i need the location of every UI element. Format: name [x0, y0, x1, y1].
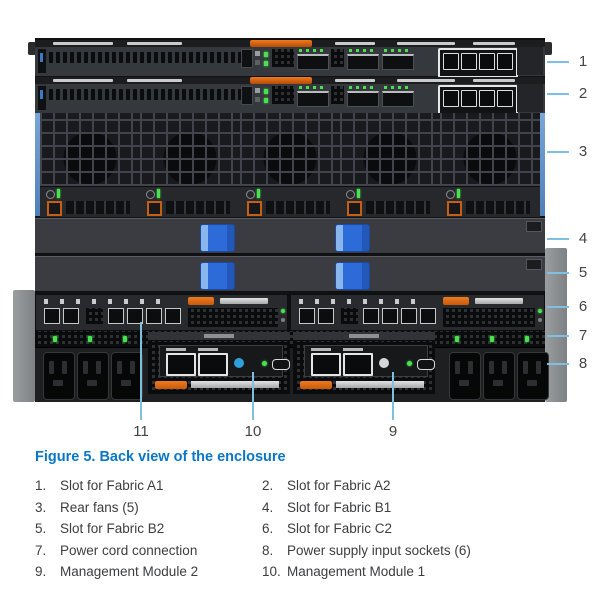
- qsfp-port-icon: [146, 308, 162, 324]
- callout-number: 9: [388, 423, 398, 440]
- qsfp-port-icon: [297, 54, 329, 70]
- legend-list: [35, 475, 580, 583]
- fabric-c-row: [35, 294, 545, 331]
- rj45-port-icon: [198, 353, 228, 376]
- management-module-1: [148, 332, 290, 394]
- fan-grille-icon: [440, 113, 540, 186]
- enclosure-illustration: [35, 38, 545, 402]
- legend-item-number: 5.: [35, 521, 47, 537]
- vent-dashes: [49, 89, 245, 100]
- rj45-port-block: [438, 48, 518, 78]
- callout-line: [547, 335, 569, 337]
- legend-item-label: Slot for Fabric A2: [287, 478, 391, 493]
- qsfp-port-icon: [347, 91, 379, 107]
- callout-number: 4: [578, 230, 588, 247]
- legend-item-label: Rear fans (5): [60, 499, 139, 515]
- fan-led-icon: [57, 189, 60, 198]
- qsfp-port-icon: [382, 54, 414, 70]
- legend-row: [35, 518, 580, 540]
- module-top-strip: [35, 40, 545, 47]
- fan-module: [40, 113, 140, 216]
- slot-handle-icon: [200, 262, 235, 290]
- status-led-icon: [262, 361, 267, 366]
- status-led-icon: [264, 89, 268, 94]
- id-button-icon: [234, 358, 244, 368]
- legend-item-label: Power cord connection: [60, 542, 198, 558]
- power-socket-icon: [77, 352, 109, 400]
- fan-icon: [346, 190, 355, 199]
- fan-icon: [46, 190, 55, 199]
- qsfp-port-icon: [347, 54, 379, 70]
- power-led-icon: [455, 336, 459, 342]
- rj45-port-icon: [479, 53, 495, 70]
- callout-number: 10: [244, 423, 262, 440]
- status-led-icon: [264, 52, 268, 57]
- fan-module: [240, 113, 340, 216]
- power-supply-row: [35, 348, 545, 402]
- power-led-icon: [490, 336, 494, 342]
- legend-item-label: Slot for Fabric B2: [60, 521, 165, 537]
- legend-item-number: 6.: [262, 521, 274, 537]
- status-led-icon: [538, 309, 542, 313]
- psu-led-strip: [35, 331, 545, 348]
- power-led-icon: [88, 336, 92, 342]
- qsfp-port-icon: [382, 91, 414, 107]
- fan-module: [340, 113, 440, 216]
- power-socket-icon: [517, 352, 549, 400]
- status-led-icon: [264, 98, 268, 103]
- release-handle-icon: [250, 40, 312, 47]
- legend-row: [35, 497, 580, 519]
- fan-icon: [146, 190, 155, 199]
- fan-grille-icon: [40, 113, 140, 186]
- fan-grille-icon: [240, 113, 340, 186]
- release-latch-icon: [147, 201, 162, 216]
- right-ear-tab: [544, 42, 552, 55]
- release-handle-icon: [250, 77, 312, 84]
- callout-number: 6: [578, 298, 588, 315]
- callout-number: 3: [578, 143, 588, 160]
- slot-handle-icon: [200, 224, 235, 252]
- legend-row: [35, 540, 580, 562]
- legend-item-label: Management Module 1: [287, 564, 426, 580]
- callout-line: [547, 363, 569, 365]
- management-module-2: [293, 332, 435, 394]
- legend-item-number: 2.: [262, 478, 274, 493]
- rj45-port-icon: [479, 90, 495, 107]
- legend-item-number: 10.: [262, 564, 281, 580]
- release-latch-icon: [347, 201, 362, 216]
- rj45-port-icon: [497, 53, 513, 70]
- callout-line: [252, 372, 254, 420]
- legend-item-number: 9.: [35, 564, 47, 580]
- qsfp-port-icon: [363, 308, 379, 324]
- qsfp-port-icon: [420, 308, 436, 324]
- callout-number: 11: [133, 423, 149, 440]
- legend-item-number: 8.: [262, 542, 274, 558]
- power-socket-icon: [483, 352, 515, 400]
- callout-line: [140, 322, 142, 420]
- fan-led-icon: [157, 189, 160, 198]
- legend-item-number: 4.: [262, 499, 274, 515]
- left-mount-rail: [13, 290, 35, 402]
- legend-item-label: Management Module 2: [60, 564, 199, 580]
- fan-led-icon: [357, 189, 360, 198]
- callout-line: [392, 372, 394, 420]
- power-socket-icon: [43, 352, 75, 400]
- power-led-icon: [53, 336, 57, 342]
- module-top-strip: [35, 77, 545, 84]
- power-socket-icon: [449, 352, 481, 400]
- fan-grille-icon: [140, 113, 240, 186]
- qsfp-port-icon: [382, 308, 398, 324]
- legend-item-number: 7.: [35, 542, 47, 558]
- fan-module: [440, 113, 540, 216]
- fabric-c2-module: [290, 294, 545, 331]
- rj45-port-icon: [166, 353, 196, 376]
- legend-item-label: Slot for Fabric C2: [287, 521, 393, 537]
- power-socket-icon: [111, 352, 143, 400]
- fan-led-icon: [457, 189, 460, 198]
- power-led-icon: [123, 336, 127, 342]
- fan-led-icon: [257, 189, 260, 198]
- callout-number: 2: [578, 85, 588, 102]
- vent-dashes: [49, 52, 245, 63]
- qsfp-port-icon: [63, 308, 79, 324]
- usb-port-icon: [241, 49, 253, 68]
- legend-item-label: Slot for Fabric B1: [287, 499, 392, 515]
- release-latch-icon: [247, 201, 262, 216]
- callout-number: 5: [578, 264, 588, 281]
- callout-number: 1: [578, 53, 588, 70]
- power-led-icon: [525, 336, 529, 342]
- qsfp-port-icon: [401, 308, 417, 324]
- callout-line: [547, 93, 569, 95]
- rear-fans-section: [35, 113, 545, 216]
- fabric-a2-module: [35, 77, 545, 113]
- slot-handle-icon: [335, 224, 370, 252]
- fabric-b1-blank-slot: [35, 218, 545, 254]
- callout-line: [547, 61, 569, 63]
- slot-handle-icon: [335, 262, 370, 290]
- legend-item-number: 1.: [35, 478, 47, 493]
- qsfp-port-icon: [318, 308, 334, 324]
- legend-item-label: Power supply input sockets (6): [287, 542, 471, 558]
- legend-item-number: 3.: [35, 499, 47, 515]
- callout-line: [547, 151, 569, 153]
- legend-row: [35, 475, 580, 497]
- rj45-port-icon: [311, 353, 341, 376]
- status-led-icon: [264, 61, 268, 66]
- callout-line: [547, 238, 569, 240]
- fan-rail-right: [540, 113, 545, 216]
- rj45-port-icon: [343, 353, 373, 376]
- fabric-b2-blank-slot: [35, 256, 545, 292]
- qsfp-port-icon: [299, 308, 315, 324]
- usb-port-icon: [241, 86, 253, 105]
- rj45-port-icon: [443, 90, 459, 107]
- release-latch-icon: [300, 381, 332, 389]
- fan-icon: [246, 190, 255, 199]
- fan-icon: [446, 190, 455, 199]
- qsfp-port-icon: [44, 308, 60, 324]
- status-led-icon: [281, 309, 285, 313]
- micro-usb-port-icon: [272, 359, 290, 370]
- rj45-port-icon: [443, 53, 459, 70]
- figure-caption: Figure 5. Back view of the enclosure: [35, 449, 286, 465]
- status-led-icon: [407, 361, 412, 366]
- release-latch-icon: [47, 201, 62, 216]
- callout-line: [547, 272, 569, 274]
- rj45-port-icon: [461, 90, 477, 107]
- legend-item-label: Slot for Fabric A1: [60, 478, 164, 493]
- release-latch-icon: [447, 201, 462, 216]
- id-button-icon: [379, 358, 389, 368]
- rj45-port-icon: [461, 53, 477, 70]
- micro-usb-port-icon: [417, 359, 435, 370]
- legend-row: [35, 561, 580, 583]
- release-latch-icon: [155, 381, 187, 389]
- fabric-c1-module: [35, 294, 288, 331]
- callout-number: 7: [578, 327, 588, 344]
- callout-number: 8: [578, 355, 588, 372]
- qsfp-port-icon: [297, 91, 329, 107]
- fan-module: [140, 113, 240, 216]
- fabric-a1-module: [35, 40, 545, 76]
- release-latch-icon: [188, 297, 214, 305]
- fan-grille-icon: [340, 113, 440, 186]
- callout-line: [547, 306, 569, 308]
- rj45-port-icon: [497, 90, 513, 107]
- qsfp-port-icon: [165, 308, 181, 324]
- qsfp-port-icon: [108, 308, 124, 324]
- release-latch-icon: [443, 297, 469, 305]
- rj45-port-block: [438, 85, 518, 115]
